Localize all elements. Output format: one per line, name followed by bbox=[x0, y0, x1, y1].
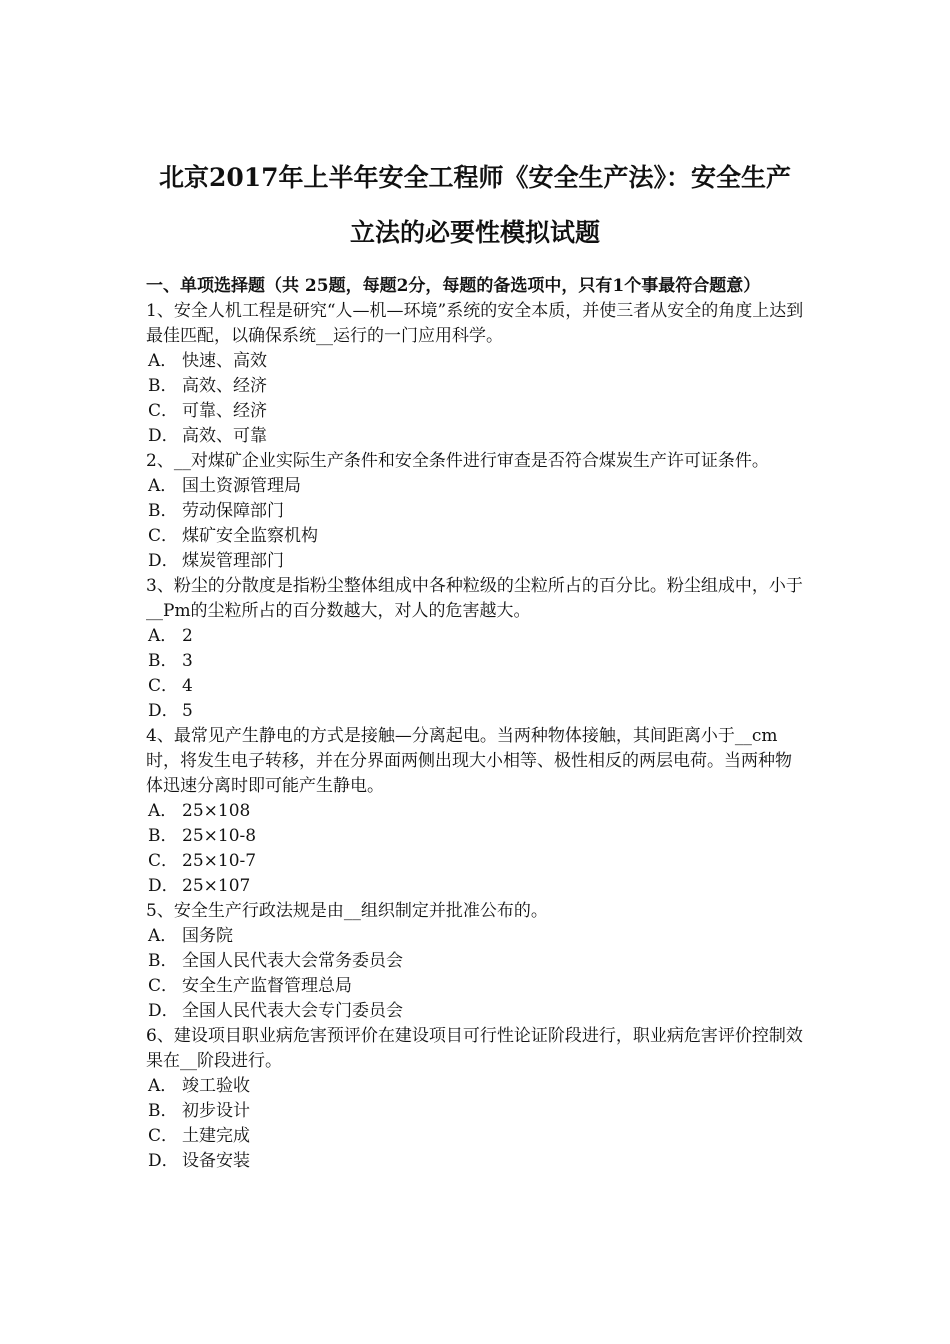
answer-option bbox=[146, 474, 808, 499]
question-text: 5、安全生产行政法规是由__组织制定并批准公布的。 bbox=[146, 901, 548, 921]
question-text: 2、__对煤矿企业实际生产条件和安全条件进行审查是否符合煤炭生产许可证条件。 bbox=[146, 451, 769, 471]
option-text: 国务院 bbox=[182, 926, 233, 946]
question-block bbox=[146, 899, 808, 1024]
option-text: 初步设计 bbox=[182, 1101, 250, 1121]
answer-option bbox=[146, 699, 808, 724]
option-text: 土建完成 bbox=[182, 1126, 250, 1146]
answer-option bbox=[146, 524, 808, 549]
option-letter: C． bbox=[148, 676, 179, 696]
exam-content bbox=[146, 274, 808, 1174]
answer-option bbox=[146, 924, 808, 949]
answer-option bbox=[146, 824, 808, 849]
option-letter: A． bbox=[148, 626, 178, 646]
option-letter: D． bbox=[148, 1151, 179, 1171]
answer-option bbox=[146, 499, 808, 524]
option-letter: D． bbox=[148, 426, 179, 446]
option-text: 煤炭管理部门 bbox=[182, 551, 284, 571]
option-letter: A． bbox=[148, 1076, 178, 1096]
option-text: 全国人民代表大会专门委员会 bbox=[182, 1001, 403, 1021]
answer-option bbox=[146, 424, 808, 449]
option-letter: D． bbox=[148, 551, 179, 571]
question-block bbox=[146, 449, 808, 574]
option-letter: C． bbox=[148, 851, 179, 871]
answer-option bbox=[146, 399, 808, 424]
option-letter: C． bbox=[148, 1126, 179, 1146]
option-text: 全国人民代表大会常务委员会 bbox=[182, 951, 403, 971]
answer-option bbox=[146, 624, 808, 649]
option-letter: B． bbox=[148, 501, 178, 521]
question-block bbox=[146, 724, 808, 899]
option-text: 设备安装 bbox=[182, 1151, 250, 1171]
option-letter: B． bbox=[148, 951, 178, 971]
option-letter: D． bbox=[148, 876, 179, 896]
option-letter: A． bbox=[148, 351, 178, 371]
option-text: 煤矿安全监察机构 bbox=[182, 526, 318, 546]
option-letter: B． bbox=[148, 376, 178, 396]
answer-option bbox=[146, 874, 808, 899]
option-text: 5 bbox=[182, 701, 193, 721]
option-text: 高效、经济 bbox=[182, 376, 267, 396]
option-text: 快速、高效 bbox=[182, 351, 267, 371]
option-letter: A． bbox=[148, 926, 178, 946]
answer-option bbox=[146, 974, 808, 999]
answer-option bbox=[146, 549, 808, 574]
option-text: 竣工验收 bbox=[182, 1076, 250, 1096]
option-list bbox=[146, 624, 808, 724]
answer-option bbox=[146, 1074, 808, 1099]
option-text: 高效、可靠 bbox=[182, 426, 267, 446]
question-text: 1、安全人机工程是研究“人—机—环境”系统的安全本质，并使三者从安全的角度上达到最佳匹配，以确保系统__运行的一门应用科学。 bbox=[146, 301, 804, 346]
answer-option bbox=[146, 849, 808, 874]
option-list bbox=[146, 349, 808, 449]
question-block bbox=[146, 574, 808, 724]
option-text: 25×10-7 bbox=[182, 851, 257, 871]
answer-option bbox=[146, 649, 808, 674]
question-block bbox=[146, 1024, 808, 1174]
option-text: 25×108 bbox=[182, 801, 251, 821]
option-letter: A． bbox=[148, 801, 178, 821]
answer-option bbox=[146, 1124, 808, 1149]
answer-option bbox=[146, 949, 808, 974]
question-list bbox=[146, 299, 808, 1174]
document-title bbox=[120, 150, 830, 260]
option-letter: B． bbox=[148, 1101, 178, 1121]
option-text: 25×10-8 bbox=[182, 826, 257, 846]
question-block bbox=[146, 299, 808, 449]
option-text: 4 bbox=[182, 676, 193, 696]
option-text: 25×107 bbox=[182, 876, 251, 896]
option-list bbox=[146, 799, 808, 899]
option-letter: B． bbox=[148, 651, 178, 671]
option-letter: B． bbox=[148, 826, 178, 846]
question-text: 4、最常见产生静电的方式是接触—分离起电。当两种物体接触，其间距离小于__cm时，将发生电子转移，并在分界面两侧出现大小相等、极性相反的两层电荷。当两种物体迅速分离时即可能产生静电。 bbox=[146, 726, 792, 796]
option-text: 安全生产监督管理总局 bbox=[182, 976, 352, 996]
option-text: 3 bbox=[182, 651, 193, 671]
section-heading: 一、单项选择题（共 25题，每题2分，每题的备选项中，只有1个事最符合题意） bbox=[146, 276, 761, 296]
option-letter: D． bbox=[148, 1001, 179, 1021]
option-list bbox=[146, 924, 808, 1024]
answer-option bbox=[146, 1099, 808, 1124]
option-text: 2 bbox=[182, 626, 193, 646]
option-letter: C． bbox=[148, 976, 179, 996]
answer-option bbox=[146, 374, 808, 399]
option-text: 可靠、经济 bbox=[182, 401, 267, 421]
option-text: 国土资源管理局 bbox=[182, 476, 301, 496]
title-line-2: 立法的必要性模拟试题 bbox=[349, 218, 600, 247]
option-letter: A． bbox=[148, 476, 178, 496]
answer-option bbox=[146, 349, 808, 374]
option-list bbox=[146, 474, 808, 574]
answer-option bbox=[146, 1149, 808, 1174]
option-list bbox=[146, 1074, 808, 1174]
option-letter: C． bbox=[148, 526, 179, 546]
title-line-1: 北京2017年上半年安全工程师《安全生产法》：安全生产 bbox=[158, 163, 792, 192]
question-text: 6、建设项目职业病危害预评价在建设项目可行性论证阶段进行，职业病危害评价控制效果在__阶段进行。 bbox=[146, 1026, 803, 1071]
option-letter: D． bbox=[148, 701, 179, 721]
answer-option bbox=[146, 999, 808, 1024]
answer-option bbox=[146, 674, 808, 699]
option-letter: C． bbox=[148, 401, 179, 421]
question-text: 3、粉尘的分散度是指粉尘整体组成中各种粒级的尘粒所占的百分比。粉尘组成中，小于__Pm的尘粒所占的百分数越大，对人的危害越大。 bbox=[146, 576, 803, 621]
answer-option bbox=[146, 799, 808, 824]
option-text: 劳动保障部门 bbox=[182, 501, 284, 521]
